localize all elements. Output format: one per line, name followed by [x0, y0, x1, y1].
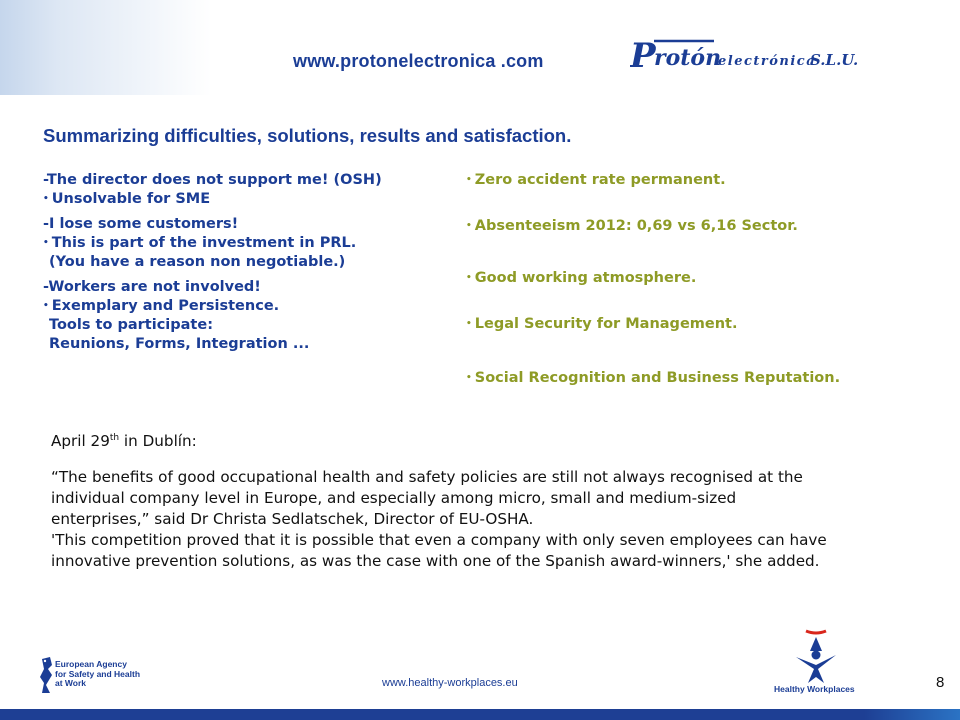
solution-line: Tools to participate: — [49, 317, 213, 333]
quote-line: 'This competition proved that it is possible that even a company with only seven employees can have — [51, 531, 827, 550]
quote-block — [51, 428, 911, 572]
result-text: Absenteeism 2012: 0,69 vs 6,16 Sector. — [474, 218, 798, 234]
eu-osha-name: European Agency for Safety and Health at Work — [55, 659, 141, 688]
bullet-icon: • — [43, 238, 49, 248]
quote-line: individual company level in Europe, and especially among micro, small and medium-sized — [51, 489, 737, 508]
difficulty-heading: -I lose some customers! — [43, 216, 239, 232]
result-text: Social Recognition and Business Reputation. — [474, 370, 841, 386]
bullet-icon: • — [43, 301, 49, 311]
bullet-icon: • — [466, 373, 472, 383]
result-item — [466, 171, 726, 190]
solution-line: Reunions, Forms, Integration ... — [49, 336, 310, 352]
slide-title: Summarizing difficulties, solutions, results and satisfaction. — [43, 125, 572, 146]
difficulty-heading: -The director does not support me! (OSH) — [43, 172, 382, 188]
bullet-icon: • — [43, 194, 49, 204]
quote-date: April 29th in Dublín: — [51, 432, 197, 451]
difficulty-group-workers — [43, 278, 443, 354]
solution-line: This is part of the investment in PRL. — [51, 235, 357, 251]
header-website-url[interactable]: www.protonelectronica .com — [293, 51, 544, 71]
result-item — [466, 369, 840, 388]
bullet-icon: • — [466, 221, 472, 231]
result-text: Zero accident rate permanent. — [474, 172, 726, 188]
svg-text:P: P — [630, 36, 656, 73]
footer-website-url[interactable]: www.healthy-workplaces.eu — [382, 677, 518, 689]
solution-line: (You have a reason non negotiable.) — [49, 254, 346, 270]
svg-text:rotón: rotón — [654, 45, 722, 71]
healthy-workplaces-logo-icon — [778, 625, 854, 685]
result-text: Legal Security for Management. — [474, 316, 738, 332]
result-item — [466, 269, 696, 288]
difficulty-group-customers — [43, 215, 443, 272]
result-item — [466, 217, 798, 236]
bullet-icon: • — [466, 273, 472, 283]
footer-bar — [0, 709, 960, 720]
quote-line: enterprises,” said Dr Christa Sedlatschek, Director of EU-OSHA. — [51, 510, 534, 529]
svg-text:S.L.U.: S.L.U. — [810, 51, 859, 69]
svg-text:electrónica: electrónica — [718, 54, 817, 69]
solution-line: Exemplary and Persistence. — [51, 298, 280, 314]
quote-line: innovative prevention solutions, as was the case with one of the Spanish award-winners,' she added. — [51, 552, 820, 571]
result-text: Good working atmosphere. — [474, 270, 697, 286]
quote-line: “The benefits of good occupational health and safety policies are still not always recognised at the — [51, 468, 803, 487]
difficulties-solutions-column — [43, 171, 443, 360]
proton-electronica-logo — [630, 33, 860, 73]
healthy-workplaces-label: Healthy Workplaces — [774, 684, 855, 694]
bullet-icon: • — [466, 175, 472, 185]
solution-line: Unsolvable for SME — [51, 191, 211, 207]
difficulty-heading: -Workers are not involved! — [43, 279, 261, 295]
result-item — [466, 315, 737, 334]
difficulty-group-director — [43, 171, 443, 209]
page-number: 8 — [936, 674, 945, 691]
bullet-icon: • — [466, 319, 472, 329]
